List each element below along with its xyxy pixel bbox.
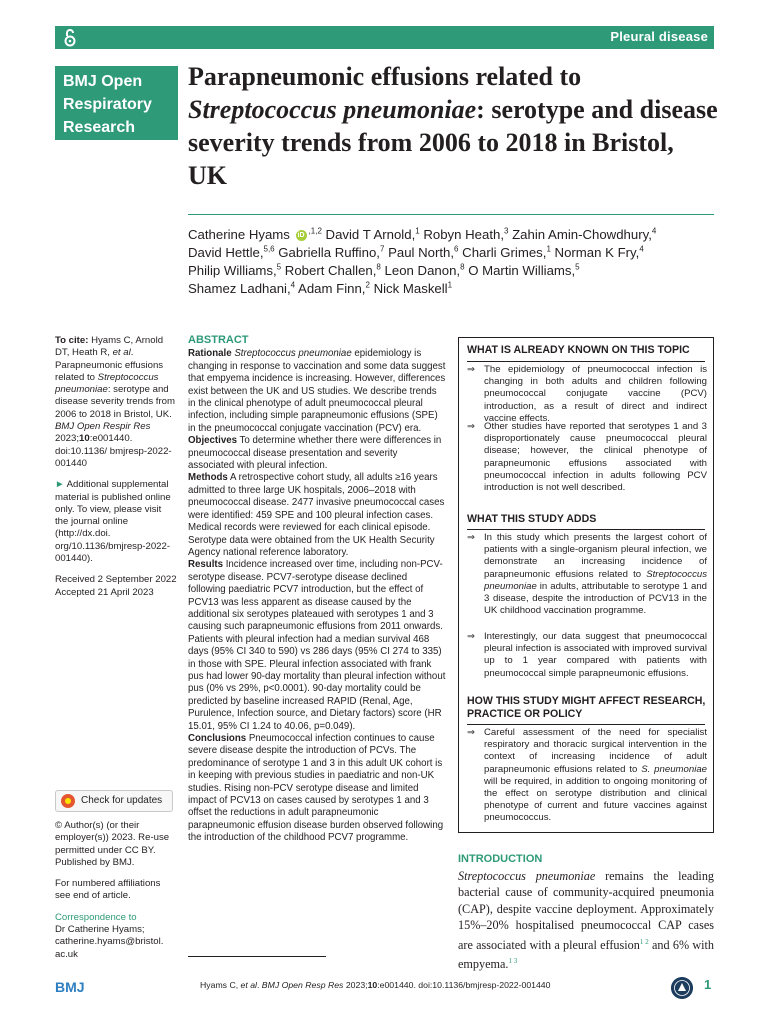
abstract-results: Results Incidence increased over time, including non-PCV-serotype disease. PCV7-serotype disease declined following paediatric PCV7 introduction, but the effect of PCV13 was less apparent as disease caused by the additional six serotypes plateaued with serotypes 1 and 3 causing such parapneumonic effusions from 2011 onwards. [188, 559, 443, 633]
author-list [188, 226, 718, 298]
abstract-conclusions: Conclusions Pneumococcal infection continues to cause severe disease despite the introduction of PCVs. The predominance of serotype 1 and 3 in this adult UK cohort is in keeping with previous studies in paediatric and non-UK studies. Rising non-PCV serotype disease and limited impact of PCV13 on cases caused by serotypes 1 and 3 offset the reductions in adult parapneumonic parapneumonic effusion disease burden observed following the introduction of the childhood PCV7 programme. [188, 733, 444, 844]
open-access-icon [62, 27, 78, 48]
correspondence-contact[interactable]: Dr Catherine Hyams; catherine.hyams@bristol. ac.uk [55, 924, 164, 960]
adds-heading: WHAT THIS STUDY ADDS [467, 513, 597, 525]
key-point: ⇒ In this study which presents the largest cohort of patients with a single-organism pleural infection, we demonstrate an increasing incidence of parapneumonic effusions related to Streptococcus pneumoniae in adults, attributable to serotype 1 and 3 disease, despite the introduction of PCV13 in the UK childhood vaccination programme. [467, 532, 707, 617]
introduction-section [458, 853, 714, 973]
received-date: Received 2 September 2022 [55, 574, 177, 586]
article-title [188, 60, 718, 192]
crossmark-icon [61, 794, 75, 808]
check-for-updates-label: Check for updates [81, 795, 163, 806]
copyright-note: © Author(s) (or their employer(s)) 2023. Re-use permitted under CC BY. Published by BMJ. [55, 820, 170, 868]
double-arrow-icon: ⇒ [467, 727, 476, 738]
author-line: Philip Williams,$^5$ Robert Challen,$^8$ Leon Danon,$^8$ O Martin Williams,$^5$ [188, 262, 580, 278]
page-number: 1 [704, 977, 712, 992]
journal-logo-line: BMJ Open [63, 73, 143, 90]
journal-logo-line: Respiratory [63, 96, 152, 113]
author-line: Catherine Hyams iD $^{,1,2}$ David T Arnold,$^1$ Robyn Heath,$^3$ Zahin Amin-Chowdhury,$^4$ [188, 226, 657, 242]
journal-logo [55, 66, 178, 140]
title-species: Streptococcus pneumoniae [188, 95, 477, 124]
article-sidebar-lower [55, 820, 177, 961]
abstract-methods: Methods A retrospective cohort study, all adults ≥16 years admitted to three large UK hospitals, 2006–2018 with pneumococcal disease. 2477 invasive pneumococcal cases were identified: 459 SPE and 100 pleural infection cases. Medical records were reviewed for each clinical episode. Serotype data were obtained from the UK Health Security Agency national reference laboratory. [188, 472, 445, 558]
box-divider [467, 724, 705, 725]
key-messages-box [458, 337, 714, 833]
article-sidebar [55, 335, 177, 599]
double-arrow-icon: ⇒ [467, 364, 476, 375]
arrow-right-icon: ► [55, 479, 65, 491]
section-label: Pleural disease [610, 29, 708, 44]
double-arrow-icon: ⇒ [467, 421, 476, 432]
supplemental-note[interactable]: ► Additional supplemental material is published online only. To view, please visit the journal online (http://dx.doi. org/10.1136/bmjresp-2022-001440). [55, 479, 171, 565]
box-divider [467, 361, 705, 362]
citation-block: To cite: Hyams C, Arnold DT, Heath R, et al. Parapneumonic effusions related to Streptococcus pneumoniae: serotype and disease severity trends from 2006 to 2018 in Bristol, UK. BMJ Open Respir Res 2023;10:e001440. doi:10.1136/ bmjresp-2022-001440 [55, 335, 175, 469]
author-line: David Hettle,$^{5,6}$ Gabriella Ruffino,$^7$ Paul North,$^6$ Charli Grimes,$^1$ Norman K Fry,$^4$ [188, 244, 644, 260]
abstract-objectives: Objectives To determine whether there were differences in pneumococcal disease presentation and severity associated with pleural infection. [188, 435, 442, 472]
abstract [188, 334, 446, 845]
society-seal-icon [671, 977, 693, 999]
known-heading: WHAT IS ALREADY KNOWN ON THIS TOPIC [467, 344, 690, 356]
footer-citation: Hyams C, et al. BMJ Open Resp Res 2023;10:e001440. doi:10.1136/bmjresp-2022-001440 [200, 980, 551, 990]
bmj-logo: BMJ [55, 979, 85, 995]
double-arrow-icon: ⇒ [467, 631, 476, 642]
key-point: ⇒ Interestingly, our data suggest that pneumococcal pleural infection is associated with improved survival up to 1 year compared with patients with pneumococcal simple parapneumonic effusions. [467, 631, 707, 679]
key-point: ⇒ Careful assessment of the need for specialist respiratory and thoracic surgical intervention in the context of increasing incidence of adult parapneumonic effusions related to S. pneumoniae will be required, in addition to ongoing monitoring of the effect on serotype distribution and clinical phenotype of current and future vaccines against pneumococcus. [467, 727, 707, 824]
journal-logo-line: Research [63, 119, 136, 136]
author-name[interactable]: Catherine Hyams [188, 227, 290, 242]
affiliations-note: For numbered affiliations see end of article. [55, 878, 161, 902]
abstract-heading: ABSTRACT [188, 334, 249, 346]
key-point: ⇒ The epidemiology of pneumococcal infection is changing in both adults and children following pneumococcal conjugate vaccine (PCV) introduction, as a result of direct and indirect vaccine effects. [467, 364, 707, 424]
introduction-paragraph: Streptococcus pneumoniae remains the leading bacterial cause of community-acquired pneumonia (CAP), despite vaccine deployment. Approximately 15%–20% hospitalised pneumococcal CAP cases are associated with a pleural effusion$^{1 2}$ and 6% with empyema.$^{1 3}$ [458, 869, 715, 972]
introduction-heading: INTRODUCTION [458, 853, 543, 865]
title-part: Parapneumonic effusions related to [188, 62, 582, 91]
abstract-end-rule [188, 956, 326, 957]
reference-link[interactable]: 1 2 [639, 937, 649, 946]
author-line: Shamez Ladhani,$^4$ Adam Finn,$^2$ Nick Maskell$^1$ [188, 280, 453, 296]
orcid-icon[interactable]: iD [297, 232, 305, 240]
affect-heading: HOW THIS STUDY MIGHT AFFECT RESEARCH, PRACTICE OR POLICY [467, 695, 706, 720]
double-arrow-icon: ⇒ [467, 532, 476, 543]
correspondence-label: Correspondence to [55, 911, 137, 923]
check-for-updates-button[interactable] [55, 790, 173, 812]
title-divider [188, 214, 714, 215]
reference-link[interactable]: 1 3 [508, 957, 518, 966]
abstract-rationale: Rationale Streptococcus pneumoniae epidemiology is changing in response to vaccination and some data suggest that empyema incidence is increasing. However, differences exist between the UK and US studies. We describe trends in the clinical phenotype of adult pneumococcal pleural infection, including simple parapneumonic effusions (SPE) in the pneumococcal conjugate vaccination (PCV) era. [188, 348, 446, 434]
key-point: ⇒ Other studies have reported that serotypes 1 and 3 disproportionately cause pneumococcal pleural disease; however, the clinical phenotype of parapneumonic effusions associated with pneumococcal infection in adults following PCV introduction is not well described. [467, 421, 707, 494]
accepted-date: Accepted 21 April 2023 [55, 586, 154, 598]
title-part: : serotype and disease severity trends from 2006 to 2018 in Bristol, UK [188, 95, 718, 190]
abstract-results-continued: Patients with pleural infection had a median survival 468 days (95% CI 340 to 590) vs 286 days (95% CI 274 to 335) in those with SPE. Pleural infection associated with frank pus had lower 90-day mortality than pleural infection without pus (0% vs 29%, p<0.0001). 90-day mortality could be predicted by baseline increased RAPID (Renal, Age, Purulence, Infection source, and Dietary factors) score (HR 15.01, 95% CI 1.24 to 40.06, p=0.049). [188, 633, 446, 732]
box-divider [467, 529, 705, 530]
